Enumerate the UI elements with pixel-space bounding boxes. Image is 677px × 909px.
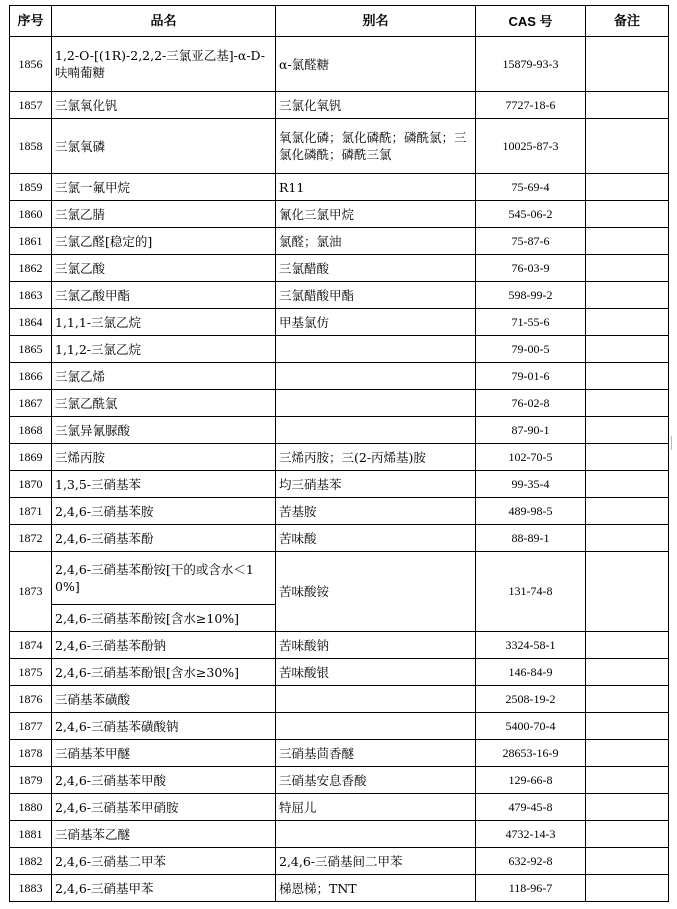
row-cas: 76-02-8	[476, 390, 586, 417]
table-row	[10, 336, 669, 363]
table-row	[10, 875, 669, 902]
row-cas: 88-89-1	[476, 525, 586, 552]
table-row	[10, 821, 669, 848]
row-seq: 1878	[10, 740, 52, 767]
row-name: 三氯乙酸甲酯	[52, 282, 276, 309]
table-row	[10, 119, 669, 174]
row-note	[586, 174, 669, 201]
row-alias: α-氯醛糖	[276, 37, 476, 92]
table-body	[10, 37, 669, 902]
row-seq: 1865	[10, 336, 52, 363]
row-cas: 4732-14-3	[476, 821, 586, 848]
table-row	[10, 686, 669, 713]
row-alias: 苦味酸铵	[276, 552, 476, 632]
table-row	[10, 37, 669, 92]
row-note	[586, 659, 669, 686]
row-name: 三氯一氟甲烷	[52, 174, 276, 201]
row-cas: 28653-16-9	[476, 740, 586, 767]
row-alias: 三氯化氧钒	[276, 92, 476, 119]
row-alias	[276, 363, 476, 390]
row-alias: 均三硝基苯	[276, 471, 476, 498]
row-alias: 三氯醋酸甲酯	[276, 282, 476, 309]
row-note	[586, 794, 669, 821]
row-note	[586, 740, 669, 767]
row-cas: 71-55-6	[476, 309, 586, 336]
row-cas: 118-96-7	[476, 875, 586, 902]
row-note	[586, 821, 669, 848]
row-alias: 三硝基茴香醚	[276, 740, 476, 767]
row-name: 三氯氧化钒	[52, 92, 276, 119]
row-note	[586, 390, 669, 417]
row-note	[586, 417, 669, 444]
row-seq: 1877	[10, 713, 52, 740]
row-cas: 146-84-9	[476, 659, 586, 686]
row-cas: 75-69-4	[476, 174, 586, 201]
row-cas: 3324-58-1	[476, 632, 586, 659]
row-cas: 7727-18-6	[476, 92, 586, 119]
row-name: 2,4,6-三硝基二甲苯	[52, 848, 276, 875]
row-seq: 1881	[10, 821, 52, 848]
table-row	[10, 794, 669, 821]
chemical-table	[9, 5, 669, 902]
header-name: 品名	[52, 6, 276, 37]
row-name: 三氯乙腈	[52, 201, 276, 228]
table-row	[10, 659, 669, 686]
row-cas: 129-66-8	[476, 767, 586, 794]
row-alias	[276, 417, 476, 444]
row-seq: 1861	[10, 228, 52, 255]
row-name: 2,4,6-三硝基苯酚铵[含水≥10%]	[52, 605, 276, 632]
row-note	[586, 282, 669, 309]
table-row	[10, 632, 669, 659]
table-row	[10, 767, 669, 794]
table-row	[10, 255, 669, 282]
row-note	[586, 363, 669, 390]
row-name: 2,4,6-三硝基苯甲酸	[52, 767, 276, 794]
row-alias	[276, 390, 476, 417]
table-row	[10, 498, 669, 525]
row-note	[586, 848, 669, 875]
row-note	[586, 471, 669, 498]
row-name: 三氯乙酰氯	[52, 390, 276, 417]
row-cas: 75-87-6	[476, 228, 586, 255]
row-seq: 1860	[10, 201, 52, 228]
header-cas: CAS 号	[476, 6, 586, 37]
row-name: 三氯异氰脲酸	[52, 417, 276, 444]
row-name: 三氯乙酸	[52, 255, 276, 282]
row-note	[586, 119, 669, 174]
row-name: 三硝基苯磺酸	[52, 686, 276, 713]
table-row	[10, 201, 669, 228]
row-alias: 氧氯化磷；氯化磷酰；磷酰氯；三氯化磷酰；磷酰三氯	[276, 119, 476, 174]
row-name: 1,3,5-三硝基苯	[52, 471, 276, 498]
row-name: 1,1,2-三氯乙烷	[52, 336, 276, 363]
row-seq: 1873	[10, 552, 52, 632]
table-row	[10, 444, 669, 471]
row-seq: 1863	[10, 282, 52, 309]
table-row	[10, 390, 669, 417]
row-alias: 梯恩梯；TNT	[276, 875, 476, 902]
row-cas: 545-06-2	[476, 201, 586, 228]
row-name: 三氯乙烯	[52, 363, 276, 390]
row-cas: 79-01-6	[476, 363, 586, 390]
row-cas: 79-00-5	[476, 336, 586, 363]
row-seq: 1866	[10, 363, 52, 390]
row-cas: 99-35-4	[476, 471, 586, 498]
row-seq: 1874	[10, 632, 52, 659]
row-seq: 1868	[10, 417, 52, 444]
row-alias: 苦味酸	[276, 525, 476, 552]
row-seq: 1880	[10, 794, 52, 821]
row-alias	[276, 686, 476, 713]
table-row	[10, 174, 669, 201]
row-note	[586, 201, 669, 228]
row-alias: 2,4,6-三硝基间二甲苯	[276, 848, 476, 875]
row-cas: 131-74-8	[476, 552, 586, 632]
row-cas: 15879-93-3	[476, 37, 586, 92]
row-name: 三烯丙胺	[52, 444, 276, 471]
row-name: 2,4,6-三硝基甲苯	[52, 875, 276, 902]
row-name: 三硝基苯甲醚	[52, 740, 276, 767]
row-alias: 三氯醋酸	[276, 255, 476, 282]
row-seq: 1858	[10, 119, 52, 174]
header-seq: 序号	[10, 6, 52, 37]
page-edge-mark	[671, 436, 677, 450]
table-row	[10, 282, 669, 309]
row-cas: 87-90-1	[476, 417, 586, 444]
row-note	[586, 713, 669, 740]
row-alias: 苦味酸银	[276, 659, 476, 686]
row-note	[586, 875, 669, 902]
row-note	[586, 525, 669, 552]
row-cas: 489-98-5	[476, 498, 586, 525]
row-seq: 1872	[10, 525, 52, 552]
row-name: 2,4,6-三硝基苯酚铵[干的或含水＜10%]	[52, 552, 276, 605]
row-name: 2,4,6-三硝基苯酚钠	[52, 632, 276, 659]
row-alias: R11	[276, 174, 476, 201]
row-alias	[276, 821, 476, 848]
row-seq: 1875	[10, 659, 52, 686]
row-cas: 76-03-9	[476, 255, 586, 282]
row-seq: 1864	[10, 309, 52, 336]
table-row	[10, 471, 669, 498]
row-note	[586, 336, 669, 363]
row-note	[586, 552, 669, 632]
row-name: 三氯氧磷	[52, 119, 276, 174]
row-note	[586, 767, 669, 794]
row-name: 2,4,6-三硝基苯胺	[52, 498, 276, 525]
row-name: 1,1,1-三氯乙烷	[52, 309, 276, 336]
row-cas: 2508-19-2	[476, 686, 586, 713]
row-cas: 10025-87-3	[476, 119, 586, 174]
row-note	[586, 632, 669, 659]
row-name: 2,4,6-三硝基苯磺酸钠	[52, 713, 276, 740]
row-alias: 特屈儿	[276, 794, 476, 821]
row-cas: 5400-70-4	[476, 713, 586, 740]
row-alias: 氰化三氯甲烷	[276, 201, 476, 228]
row-cas: 598-99-2	[476, 282, 586, 309]
row-seq: 1871	[10, 498, 52, 525]
table-row	[10, 740, 669, 767]
table-row	[10, 309, 669, 336]
row-alias	[276, 713, 476, 740]
row-alias: 三硝基安息香酸	[276, 767, 476, 794]
row-note	[586, 444, 669, 471]
table-row	[10, 525, 669, 552]
row-note	[586, 228, 669, 255]
table-row	[10, 713, 669, 740]
row-seq: 1882	[10, 848, 52, 875]
row-alias: 甲基氯仿	[276, 309, 476, 336]
table-row	[10, 228, 669, 255]
row-name: 2,4,6-三硝基苯酚银[含水≥30%]	[52, 659, 276, 686]
row-name: 三硝基苯乙醚	[52, 821, 276, 848]
table-row	[10, 848, 669, 875]
row-seq: 1879	[10, 767, 52, 794]
row-seq: 1862	[10, 255, 52, 282]
row-seq: 1876	[10, 686, 52, 713]
row-cas: 102-70-5	[476, 444, 586, 471]
table-row	[10, 552, 669, 605]
row-cas: 632-92-8	[476, 848, 586, 875]
row-note	[586, 309, 669, 336]
row-note	[586, 92, 669, 119]
row-alias: 三烯丙胺；三(2-丙烯基)胺	[276, 444, 476, 471]
row-name: 1,2-O-[(1R)-2,2,2-三氯亚乙基]-α-D-呋喃葡糖	[52, 37, 276, 92]
row-note	[586, 498, 669, 525]
row-note	[586, 686, 669, 713]
row-seq: 1870	[10, 471, 52, 498]
row-alias: 氯醛；氯油	[276, 228, 476, 255]
row-alias: 苦味酸钠	[276, 632, 476, 659]
table-row	[10, 417, 669, 444]
header-alias: 别名	[276, 6, 476, 37]
header-note: 备注	[586, 6, 669, 37]
row-seq: 1867	[10, 390, 52, 417]
row-alias: 苦基胺	[276, 498, 476, 525]
row-name: 2,4,6-三硝基苯甲硝胺	[52, 794, 276, 821]
row-seq: 1859	[10, 174, 52, 201]
row-seq: 1869	[10, 444, 52, 471]
row-seq: 1857	[10, 92, 52, 119]
row-seq: 1856	[10, 37, 52, 92]
row-name: 三氯乙醛[稳定的]	[52, 228, 276, 255]
row-cas: 479-45-8	[476, 794, 586, 821]
table-row	[10, 92, 669, 119]
row-note	[586, 37, 669, 92]
row-note	[586, 255, 669, 282]
header-row	[10, 6, 669, 37]
row-seq: 1883	[10, 875, 52, 902]
row-alias	[276, 336, 476, 363]
table-row	[10, 363, 669, 390]
row-name: 2,4,6-三硝基苯酚	[52, 525, 276, 552]
